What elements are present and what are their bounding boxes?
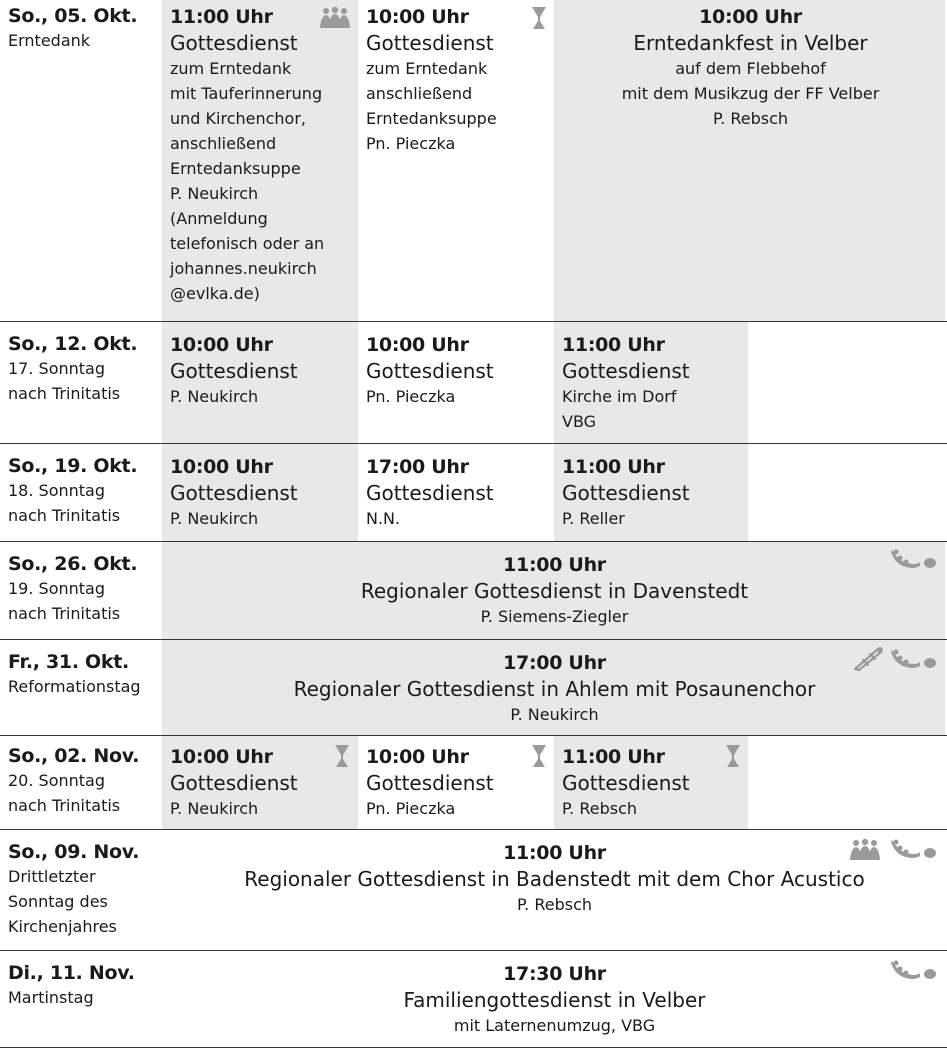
service-pastor: Pn. Pieczka [366,134,456,153]
schedule-row [0,542,947,640]
service-detail: mit Laternenumzug, VBG [453,1016,656,1035]
row-subtitle: Drittletzter [8,867,96,886]
service-pastor: P. Neukirch [170,799,259,818]
date-column [8,552,158,626]
communion-chalice-icon [531,744,547,768]
communion-chalice-icon [725,744,741,768]
schedule-row [0,0,947,322]
schedule-row [0,322,947,444]
service-title: Gottesdienst [366,359,494,383]
service-title: Gottesdienst [170,31,298,55]
row-subtitle: 18. Sonntag [8,481,105,500]
row-subtitle: 19. Sonntag [8,579,105,598]
date-column [8,744,158,818]
service-cell [162,322,358,443]
service-title: Gottesdienst [562,359,690,383]
row-date: So., 19. Okt. [8,455,138,477]
service-cell [358,444,554,541]
service-cell [162,830,945,950]
service-detail: VBG [562,412,597,431]
service-time: 10:00 Uhr [699,6,802,28]
service-title: Gottesdienst [170,481,298,505]
schedule-row [0,736,947,830]
communion-chalice-icon [334,744,350,768]
service-pastor: P. Neukirch [170,387,259,406]
choir-icon [318,6,352,30]
choir-icon [848,838,882,862]
service-time: 11:00 Uhr [562,746,665,768]
service-time: 11:00 Uhr [562,456,665,478]
service-pastor: N.N. [366,509,401,528]
row-date: So., 02. Nov. [8,745,140,767]
service-cell [358,322,554,443]
row-subtitle: Sonntag des [8,892,108,911]
service-title: Regionaler Gottesdienst in Badenstedt mit dem Chor Acustico [244,867,865,891]
service-detail: (Anmeldung [170,209,268,228]
row-date: Fr., 31. Okt. [8,651,129,673]
date-column [8,4,158,53]
date-column [8,840,158,939]
service-detail: auf dem Flebbehof [675,59,826,78]
service-cell [358,0,554,321]
row-subtitle: Erntedank [8,31,91,50]
service-detail: johannes.neukirch [170,259,317,278]
service-time: 10:00 Uhr [170,456,273,478]
row-subtitle: Reformationstag [8,677,141,696]
service-time: 17:00 Uhr [366,456,469,478]
service-pastor: P. Rebsch [517,895,592,914]
row-subtitle: nach Trinitatis [8,384,121,403]
row-subtitle: 17. Sonntag [8,359,105,378]
service-time: 11:00 Uhr [503,842,606,864]
service-cell [554,444,748,541]
service-pastor: P. Reller [562,509,625,528]
service-detail: mit dem Musikzug der FF Velber [621,84,880,103]
region-horn-icon [890,959,938,981]
region-horn-icon [890,548,938,570]
service-time: 11:00 Uhr [562,334,665,356]
service-detail: Erntedanksuppe [366,109,497,128]
service-pastor: P. Siemens-Ziegler [480,607,629,626]
service-pastor: P. Rebsch [562,799,637,818]
service-title: Erntedankfest in Velber [633,31,868,55]
service-pastor: Pn. Pieczka [366,799,456,818]
schedule-row [0,640,947,736]
region-horn-icon [890,648,938,670]
service-cell [554,736,748,829]
service-title: Gottesdienst [170,359,298,383]
row-date: So., 05. Okt. [8,5,138,27]
service-time: 10:00 Uhr [366,746,469,768]
service-title: Gottesdienst [562,771,690,795]
service-time: 10:00 Uhr [170,746,273,768]
service-detail: Kirche im Dorf [562,387,677,406]
service-cell [162,951,945,1047]
row-subtitle: 20. Sonntag [8,771,105,790]
service-cell [554,0,945,321]
row-subtitle: Martinstag [8,988,94,1007]
service-time: 11:00 Uhr [503,554,606,576]
service-detail: @evlka.de) [170,284,260,303]
service-cell [554,322,748,443]
service-detail: anschließend [170,134,277,153]
service-detail: anschließend [366,84,473,103]
row-subtitle: nach Trinitatis [8,796,121,815]
service-title: Regionaler Gottesdienst in Ahlem mit Posaunenchor [293,677,816,701]
service-title: Gottesdienst [366,31,494,55]
date-column [8,332,158,406]
row-date: So., 26. Okt. [8,553,138,575]
service-cell [162,736,358,829]
service-pastor: Pn. Pieczka [366,387,456,406]
service-title: Gottesdienst [366,481,494,505]
service-detail: zum Erntedank [170,59,292,78]
trombone-icon [852,646,884,672]
region-horn-icon [890,838,938,860]
row-date: So., 09. Nov. [8,841,140,863]
row-subtitle: Kirchenjahres [8,917,117,936]
service-cell [162,444,358,541]
service-time: 10:00 Uhr [170,334,273,356]
service-pastor: P. Neukirch [510,705,599,724]
schedule-row [0,951,947,1048]
service-time: 10:00 Uhr [366,6,469,28]
service-pastor: P. Neukirch [170,509,259,528]
date-column [8,454,158,528]
date-column [8,961,158,1010]
service-title: Gottesdienst [562,481,690,505]
row-subtitle: nach Trinitatis [8,604,121,623]
service-time: 10:00 Uhr [366,334,469,356]
service-title: Regionaler Gottesdienst in Davenstedt [360,579,749,603]
service-pastor: P. Rebsch [713,109,788,128]
service-detail: telefonisch oder an [170,234,325,253]
service-time: 11:00 Uhr [170,6,273,28]
service-title: Gottesdienst [170,771,298,795]
schedule-row [0,830,947,951]
service-detail: und Kirchenchor, [170,109,306,128]
row-date: So., 12. Okt. [8,333,138,355]
service-time: 17:00 Uhr [503,652,606,674]
service-detail: zum Erntedank [366,59,488,78]
row-subtitle: nach Trinitatis [8,506,121,525]
date-column [8,650,158,699]
schedule-row [0,444,947,542]
service-cell [162,542,945,639]
service-title: Familiengottesdienst in Velber [403,988,706,1012]
service-pastor: P. Neukirch [170,184,259,203]
communion-chalice-icon [531,6,547,30]
service-detail: mit Tauferinnerung [170,84,323,103]
service-time: 17:30 Uhr [503,963,606,985]
service-title: Gottesdienst [366,771,494,795]
service-cell [162,640,945,735]
row-date: Di., 11. Nov. [8,962,135,984]
service-cell [358,736,554,829]
service-cell [162,0,358,321]
service-detail: Erntedanksuppe [170,159,301,178]
